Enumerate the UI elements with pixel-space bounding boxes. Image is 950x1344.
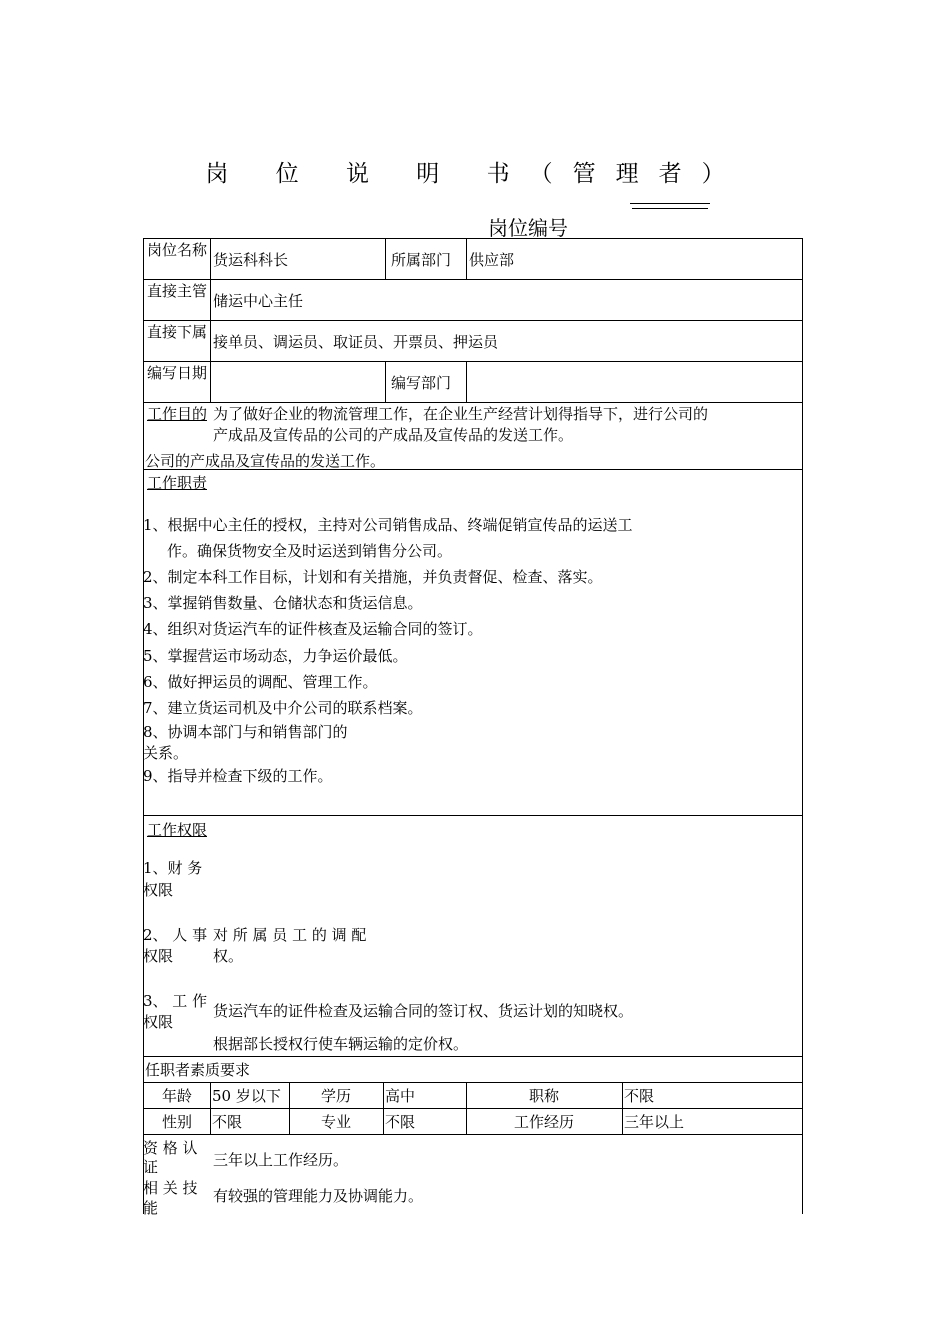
skills-label-2: 能 — [143, 1199, 159, 1217]
age-label: 年龄 — [161, 1087, 192, 1105]
row-divider — [143, 1134, 803, 1135]
row-divider — [143, 815, 803, 816]
row-divider — [143, 320, 803, 321]
work-authority-value-2: 根据部长授权行使车辆运输的定价权。 — [213, 1035, 469, 1053]
col-divider — [385, 361, 386, 402]
work-authority-label: 3、 工 作 — [143, 992, 208, 1010]
duty-item: 5、掌握营运市场动态，力争运价最低。 — [143, 647, 408, 665]
duty-item: 6、做好押运员的调配、管理工作。 — [143, 673, 378, 691]
skills-value: 有较强的管理能力及协调能力。 — [213, 1187, 424, 1205]
post-code-underline — [630, 203, 710, 204]
table-border-top — [143, 238, 803, 239]
duty-item: 8、协调本部门与和销售部门的 — [143, 723, 348, 741]
purpose-line-1: 为了做好企业的物流管理工作，在企业生产经营计划得指导下，进行公司的 — [213, 405, 709, 423]
subordinate-value: 接单员、调运员、取证员、开票员、押运员 — [213, 333, 499, 351]
certification-label-2: 证 — [143, 1158, 159, 1176]
job-title-label: 职称 — [528, 1087, 559, 1105]
hr-authority-value-2: 权。 — [213, 947, 244, 965]
col-divider — [210, 1082, 211, 1134]
supervisor-value: 储运中心主任 — [213, 292, 304, 310]
work-authority-label-2: 权限 — [143, 1013, 174, 1031]
gender-label: 性别 — [161, 1113, 192, 1131]
job-description-table — [143, 238, 802, 1217]
post-name-value: 货运科科长 — [213, 251, 289, 269]
finance-authority-label: 1、财 务 — [143, 859, 203, 877]
row-divider — [143, 1108, 803, 1109]
subordinate-label: 直接下属 — [146, 323, 207, 341]
write-dept-label: 编写部门 — [391, 374, 452, 392]
col-divider — [210, 238, 211, 402]
page-title: 岗 位 说 明 书（管理者） — [205, 161, 745, 187]
col-divider — [466, 238, 467, 279]
major-label: 专业 — [320, 1113, 351, 1131]
hr-authority-value: 对 所 属 员 工 的 调 配 — [213, 926, 367, 944]
purpose-line-2: 产成品及宣传品的公司的产成品及宣传品的发送工作。 — [213, 426, 574, 444]
major-value: 不限 — [385, 1113, 416, 1131]
experience-value: 三年以上 — [624, 1113, 685, 1131]
col-divider — [466, 361, 467, 402]
education-label: 学历 — [320, 1087, 351, 1105]
finance-authority-label-2: 权限 — [143, 881, 174, 899]
experience-label: 工作经历 — [513, 1113, 574, 1131]
authority-label: 工作权限 — [146, 821, 207, 839]
hr-authority-label-2: 权限 — [143, 947, 174, 965]
post-code-label: 岗位编号 — [488, 216, 568, 240]
purpose-line-3: 公司的产成品及宣传品的发送工作。 — [145, 452, 386, 470]
duty-item: 3、掌握销售数量、仓储状态和货运信息。 — [143, 594, 423, 612]
table-border-right — [802, 238, 803, 1214]
supervisor-label: 直接主管 — [146, 282, 207, 300]
row-divider — [143, 1082, 803, 1083]
hr-authority-label: 2、 人 事 — [143, 926, 208, 944]
write-date-label: 编写日期 — [146, 364, 207, 382]
certification-label: 资 格 认 — [143, 1139, 198, 1157]
duty-item: 7、建立货运司机及中介公司的联系档案。 — [143, 699, 423, 717]
age-value: 50 岁以下 — [212, 1087, 281, 1105]
purpose-label: 工作目的 — [146, 405, 207, 423]
qualification-header: 任职者素质要求 — [145, 1061, 251, 1079]
duty-item: 1、根据中心主任的授权，主持对公司销售成品、终端促销宣传品的运送工 — [143, 516, 633, 534]
duties-label: 工作职责 — [146, 474, 207, 492]
duty-item: 作。确保货物安全及时运送到销售分公司。 — [167, 542, 453, 560]
duty-item: 4、组织对货运汽车的证件核查及运输合同的签订。 — [143, 620, 483, 638]
col-divider — [383, 1082, 384, 1134]
job-title-value: 不限 — [624, 1087, 655, 1105]
row-divider — [143, 402, 803, 403]
row-divider — [143, 1056, 803, 1057]
row-divider — [143, 361, 803, 362]
post-code-underline-2 — [632, 208, 708, 209]
duty-item: 关系。 — [143, 744, 189, 762]
duty-item: 9、指导并检查下级的工作。 — [143, 767, 333, 785]
work-authority-value-1: 货运汽车的证件检查及运输合同的签订权、货运计划的知晓权。 — [213, 1002, 634, 1020]
dept-label: 所属部门 — [391, 251, 452, 269]
col-divider — [622, 1082, 623, 1134]
duty-item: 2、制定本科工作目标，计划和有关措施，并负责督促、检查、落实。 — [143, 568, 603, 586]
col-divider — [385, 238, 386, 279]
post-name-label: 岗位名称 — [146, 241, 207, 259]
skills-label: 相 关 技 — [143, 1179, 198, 1197]
certification-value: 三年以上工作经历。 — [213, 1151, 349, 1169]
row-divider — [143, 279, 803, 280]
dept-value: 供应部 — [469, 251, 515, 269]
gender-value: 不限 — [212, 1113, 243, 1131]
education-value: 高中 — [385, 1087, 416, 1105]
